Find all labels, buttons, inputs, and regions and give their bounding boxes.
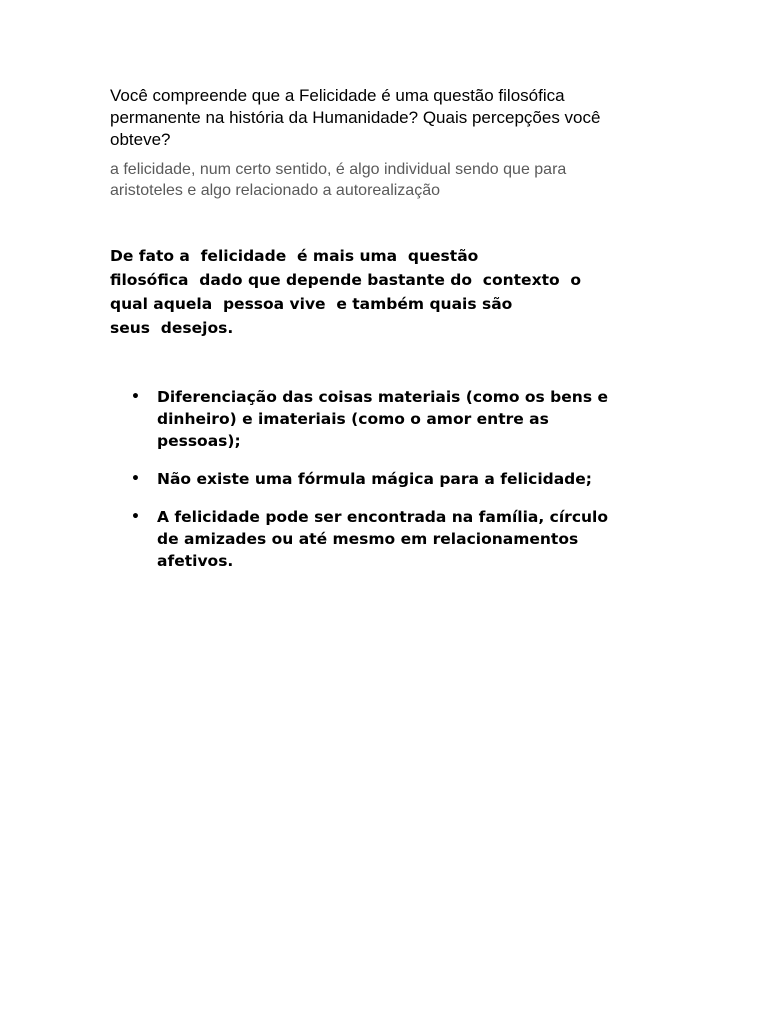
list-item-line: pessoas); <box>157 432 241 450</box>
list-item-line: A felicidade pode ser encontrada na família, círculo <box>157 508 608 526</box>
question-line: permanente na história da Humanidade? Quais percepções você <box>110 108 601 127</box>
question-line: obteve? <box>110 130 171 149</box>
paragraph-line: seus desejos. <box>110 319 234 337</box>
question-text <box>110 85 630 151</box>
answer-text <box>110 159 630 201</box>
list-item-line: dinheiro) e imateriais (como o amor entre as <box>157 410 549 428</box>
question-line: Você compreende que a Felicidade é uma questão filosófica <box>110 86 565 105</box>
list-item-line: Diferenciação das coisas materiais (como os bens e <box>157 388 608 406</box>
bold-paragraph <box>110 244 650 340</box>
paragraph-line: De fato a felicidade é mais uma questão <box>110 247 479 265</box>
paragraph-line: qual aquela pessoa vive e também quais são <box>110 295 513 313</box>
bullet-marker: • <box>131 471 140 487</box>
answer-line: aristoteles e algo relacionado a autorealização <box>110 182 440 199</box>
list-item-line: afetivos. <box>157 552 234 570</box>
list-item <box>110 386 670 452</box>
list-item-line: de amizades ou até mesmo em relacionamentos <box>157 530 579 548</box>
bullet-list <box>110 386 670 588</box>
list-item-line: Não existe uma fórmula mágica para a felicidade; <box>157 470 592 488</box>
bullet-marker: • <box>131 389 140 405</box>
list-item <box>110 468 670 490</box>
bullet-marker: • <box>131 509 140 525</box>
paragraph-line: filosófica dado que depende bastante do contexto o <box>110 271 582 289</box>
answer-line: a felicidade, num certo sentido, é algo individual sendo que para <box>110 161 567 178</box>
list-item <box>110 506 670 572</box>
